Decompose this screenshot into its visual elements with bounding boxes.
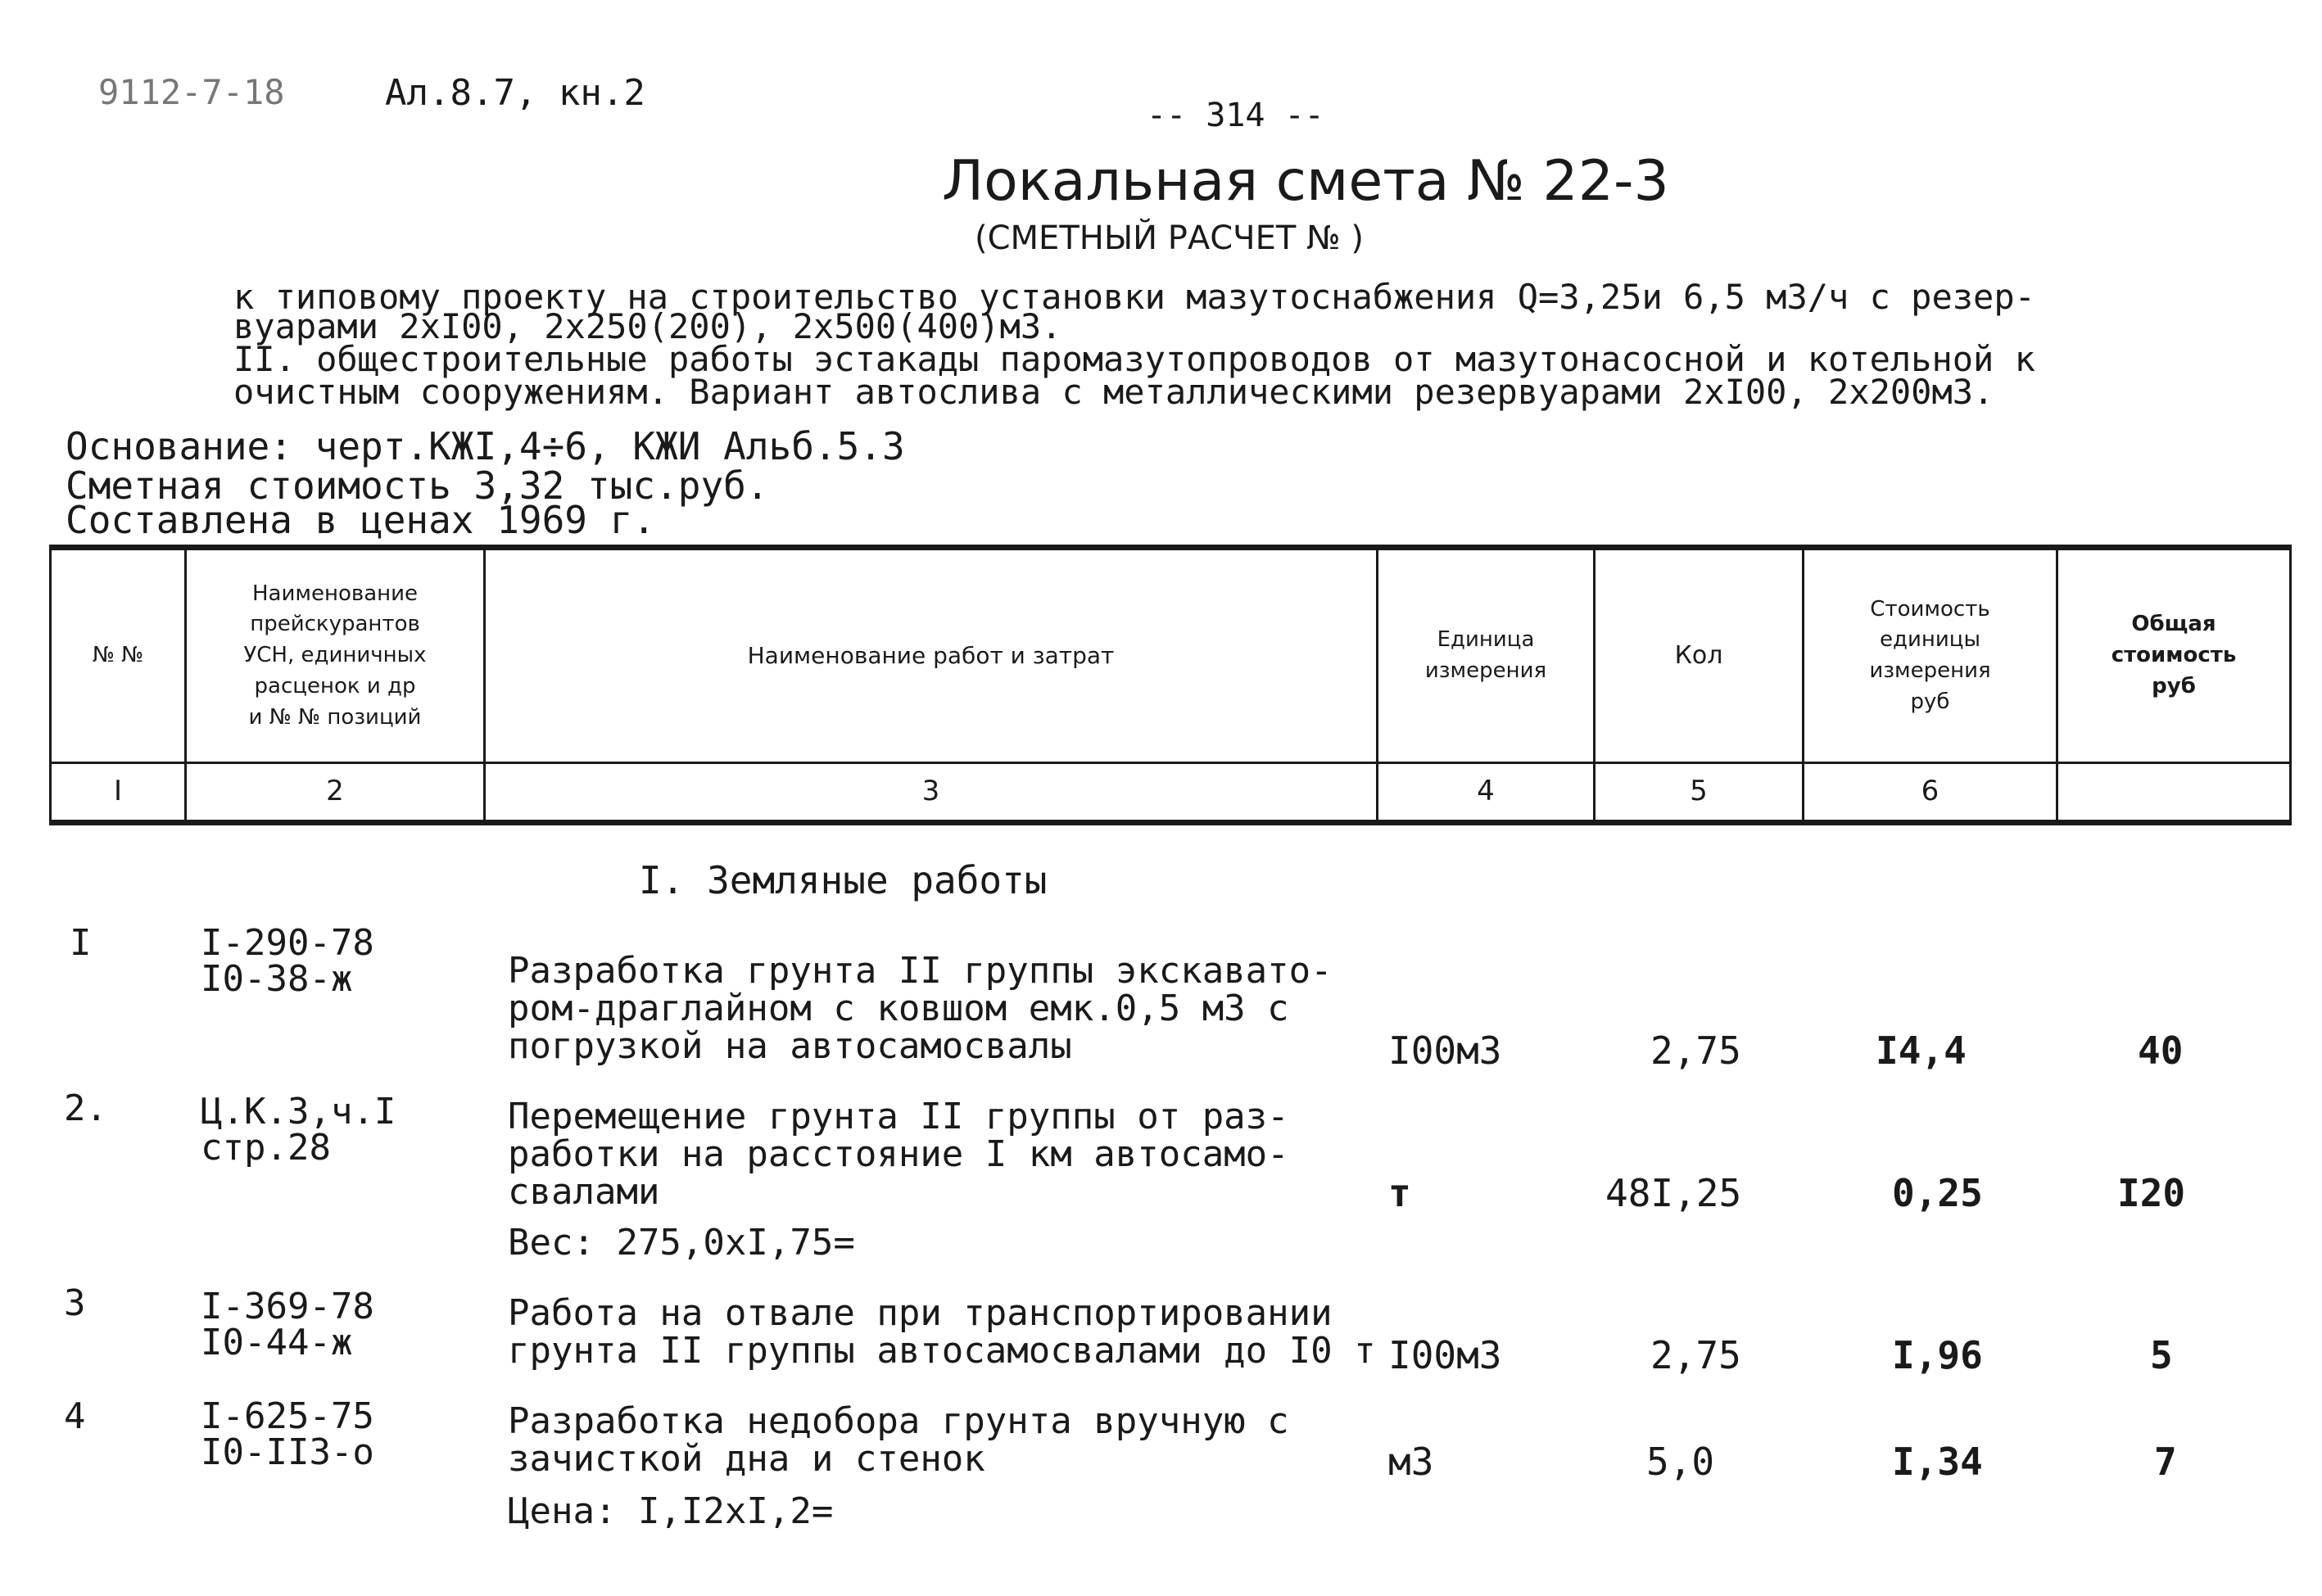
row-3-name-line-2: грунта II группы автосамосвалами до I0 т <box>508 1330 1376 1372</box>
header-col-unit-cost: Стоимость единицы измерения руб <box>1804 548 2057 763</box>
row-3-unit: I00м3 <box>1388 1333 1502 1377</box>
description-line-2: вуарами 2хI00, 2х250(200), 2х500(400)м3. <box>233 306 1062 346</box>
header-col-number: № № <box>51 548 186 763</box>
basis-line: Основание: черт.КЖI,4÷6, КЖИ Альб.5.3 <box>66 424 905 468</box>
header-number-2: 2 <box>186 763 485 823</box>
row-2-name-line-3: свалами <box>508 1171 660 1213</box>
row-4-code-2: I0-II3-о <box>201 1431 374 1473</box>
row-3-quantity: 2,75 <box>1650 1333 1741 1377</box>
row-1-unit: I00м3 <box>1388 1029 1502 1073</box>
estimate-table-header <box>49 545 2292 825</box>
row-3-total: 5 <box>2150 1333 2173 1377</box>
row-2-total: I20 <box>2117 1171 2186 1215</box>
header-col-quantity: Кол <box>1595 548 1804 763</box>
row-4-unit: м3 <box>1388 1440 1434 1484</box>
album-reference: Ал.8.7, кн.2 <box>385 72 645 114</box>
price-year-line: Составлена в ценах 1969 г. <box>66 498 656 542</box>
row-3-name-line-1: Работа на отвале при транспортировании <box>508 1292 1333 1334</box>
row-4-code-1: I-625-75 <box>201 1395 374 1437</box>
row-4-unit-cost: I,34 <box>1892 1440 1983 1484</box>
row-2-name-line-1: Перемещение грунта II группы от раз- <box>508 1096 1289 1137</box>
row-4-quantity: 5,0 <box>1646 1440 1715 1484</box>
row-4-total: 7 <box>2154 1440 2177 1484</box>
header-col-work-name: Наименование работ и затрат <box>485 548 1378 763</box>
row-1-code-1: I-290-78 <box>201 922 374 964</box>
header-number-4: 4 <box>1378 763 1595 823</box>
row-2-quantity: 48I,25 <box>1605 1171 1742 1215</box>
row-4-number: 4 <box>64 1395 86 1437</box>
row-2-code-2: стр.28 <box>201 1127 331 1169</box>
page-number: -- 314 -- <box>1147 97 1324 134</box>
header-col-price-reference: Наименование прейскурантов УСН, единичных расценок и др и № № позиций <box>186 548 485 763</box>
header-number-7 <box>2057 763 2291 823</box>
row-3-number: 3 <box>64 1282 86 1324</box>
row-1-unit-cost: I4,4 <box>1876 1029 1967 1073</box>
row-2-name-line-2: работки на расстояние I км автосамо- <box>508 1133 1289 1175</box>
row-1-number: I <box>70 922 92 964</box>
estimated-cost-line: Сметная стоимость 3,32 тыс.руб. <box>66 463 769 508</box>
header-number-6: 6 <box>1804 763 2057 823</box>
row-2-code-1: Ц.К.3,ч.I <box>201 1091 396 1133</box>
row-3-code-2: I0-44-ж <box>201 1322 353 1363</box>
row-1-code-2: I0-38-ж <box>201 958 353 1000</box>
row-1-name-line-3: погрузкой на автосамосвалы <box>508 1025 1072 1067</box>
description-line-1: к типовому проекту на строительство установки мазутоснабжения Q=3,25и 6,5 м3/ч с резер- <box>233 277 2035 317</box>
row-2-note: Вес: 275,0хI,75= <box>508 1222 855 1264</box>
header-number-1: I <box>51 763 186 823</box>
document-subtitle: (СМЕТНЫЙ РАСЧЕТ № ) <box>975 219 1364 257</box>
row-2-number: 2. <box>64 1087 107 1129</box>
row-1-name-line-1: Разработка грунта II группы экскавато- <box>508 950 1333 992</box>
row-3-code-1: I-369-78 <box>201 1286 374 1327</box>
row-1-name-line-2: ром-драглайном с ковшом емк.0,5 м3 с <box>508 988 1289 1029</box>
header-number-3: 3 <box>485 763 1378 823</box>
header-col-unit: Единица измерения <box>1378 548 1595 763</box>
document-title: Локальная смета № 22-3 <box>942 149 1669 214</box>
header-col-total-cost: Общая стоимость руб <box>2057 548 2291 763</box>
row-1-total: 40 <box>2138 1029 2184 1073</box>
section-heading: I. Земляные работы <box>639 858 1048 902</box>
row-2-unit-cost: 0,25 <box>1892 1171 1983 1215</box>
header-number-5: 5 <box>1595 763 1804 823</box>
row-4-note: Цена: I,I2хI,2= <box>508 1490 834 1532</box>
document-reference-code: 9112-7-18 <box>98 72 285 112</box>
description-line-4: очистным сооружениям. Вариант автослива с металлическими резервуарами 2хI00, 2х200м3. <box>233 372 1994 412</box>
row-2-unit: т <box>1388 1171 1411 1215</box>
row-4-name-line-2: зачисткой дна и стенок <box>508 1438 985 1480</box>
row-4-name-line-1: Разработка недобора грунта вручную с <box>508 1400 1289 1442</box>
row-3-unit-cost: I,96 <box>1892 1333 1983 1377</box>
description-line-3: II. общестроительные работы эстакады паромазутопроводов от мазутонасосной и котельной к <box>233 339 2035 379</box>
row-1-quantity: 2,75 <box>1650 1029 1741 1073</box>
